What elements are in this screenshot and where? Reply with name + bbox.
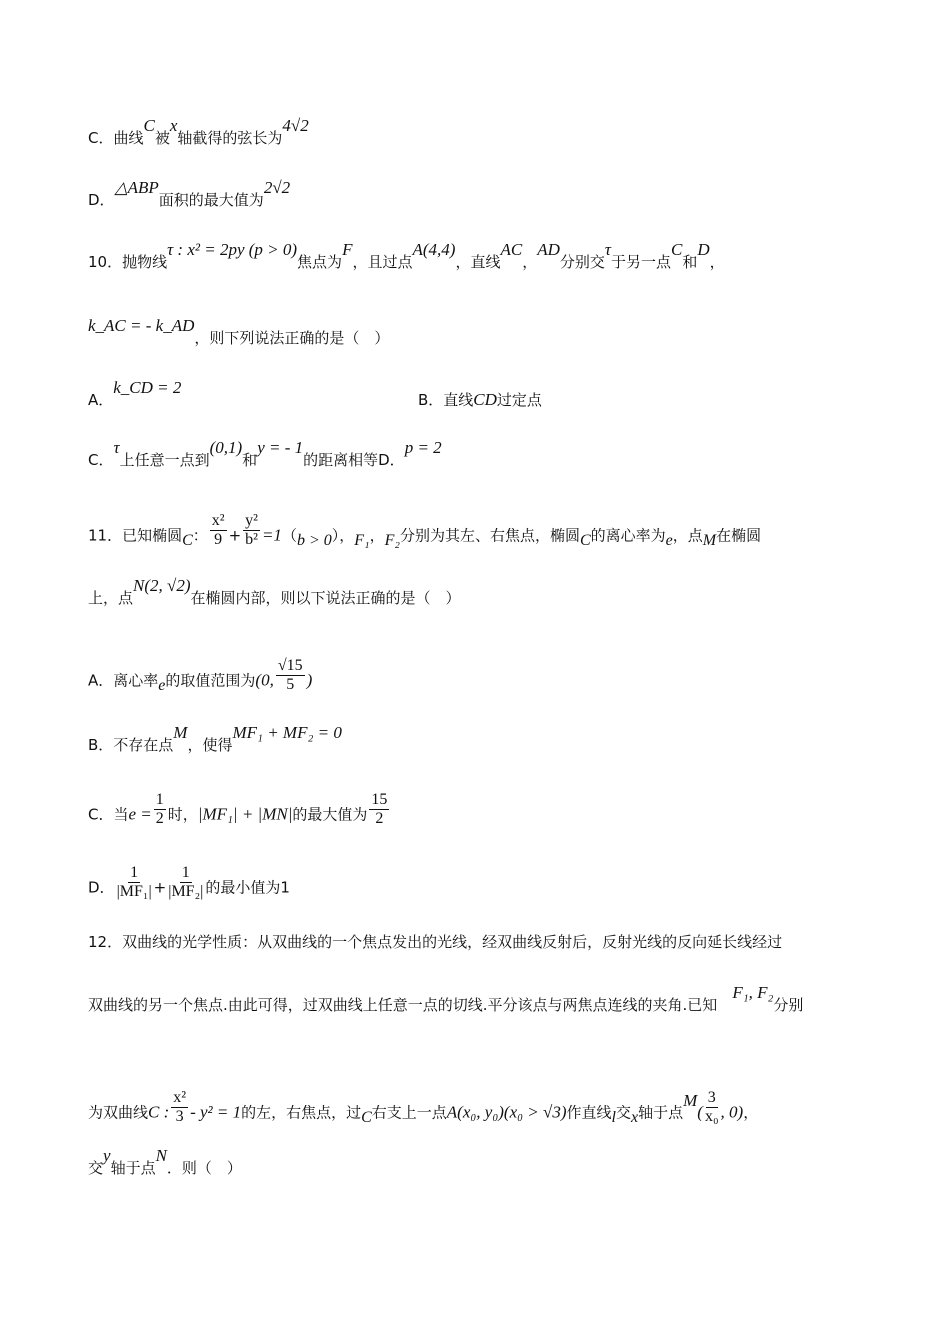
text-segment: 作直线 [566,1103,612,1122]
denominator: 5 [286,676,295,693]
math-expression: e [158,676,166,694]
text-segment: D． [88,191,115,209]
text-line [88,378,182,410]
text-segment: 交 [615,1103,631,1122]
math-expression: p = 2 [404,438,442,457]
math-expression: C [579,531,591,549]
text-segment: 的左，右焦点，过 [241,1103,362,1122]
text-segment: 分别 [773,996,804,1014]
text-segment: 分别为其左、右焦点，椭圆 [399,526,580,545]
text-segment: 面积的最大值为 [158,191,264,209]
numerator: 1 [130,864,139,881]
text-segment: 在椭圆内部，则以下说法正确的是（ ） [190,589,461,607]
text-line [88,178,291,210]
text-segment: ，点 [672,526,703,545]
text-segment: ， [709,253,725,271]
text-segment: 交 [88,1159,104,1177]
math-expression: F₁, F₂ [732,983,774,1002]
denominator: 2 [155,810,164,827]
text-segment: + [153,878,167,897]
text-line [88,316,390,348]
math-expression: y = - 1 [257,438,304,457]
denominator: |MF₂| [168,883,204,900]
math-expression: e = [128,804,152,824]
math-expression: M [683,1090,698,1110]
math-expression: 0, [261,670,274,690]
text-segment: ： [192,526,208,545]
math-expression: y [103,1146,111,1165]
math-expression: |MF₁| + |MN| [197,804,293,824]
text-segment: ，直线 [455,253,501,271]
math-expression: τ [604,240,611,259]
text-segment: C．当 [88,805,129,824]
math-expression: ( [697,1102,703,1122]
math-expression: F [342,240,353,259]
fraction [168,864,203,901]
denominator: b² [245,531,258,548]
numerator: 1 [155,791,164,808]
text-line [88,116,309,148]
math-expression: CD [473,390,497,409]
text-segment: 轴于点 [638,1103,684,1122]
numerator: x² [173,1089,187,1106]
math-expression: N [155,1146,167,1165]
math-expression: (0,1) [209,438,243,457]
math-expression: b > 0 [296,531,332,549]
text-segment: 在椭圆 [716,526,762,545]
text-line [88,240,725,272]
math-expression: AD [537,240,560,259]
math-expression: ( [255,670,262,690]
text-segment: 过定点 [496,391,542,409]
text-segment: （ [281,526,297,545]
text-segment: 为双曲线 [88,1103,149,1122]
denominator: |MF₁| [116,883,152,900]
math-expression: F₂ [384,531,400,549]
text-segment: 的最大值为 [292,805,368,824]
math-expression: M [702,531,717,549]
numerator: x² [211,512,225,529]
text-segment: ， [522,253,538,271]
text-segment: 被 [154,129,170,147]
math-expression: C [361,1108,372,1126]
math-expression: N(2, √2) [133,576,191,595]
math-expression: 4√2 [282,116,309,135]
text-segment: 于另一点 [610,253,671,271]
denominator: 2 [375,810,384,827]
denominator: 3 [175,1108,184,1125]
numerator: 1 [181,864,190,881]
math-expression: MF₁ + MF₂ = 0 [232,723,342,742]
fraction [243,512,260,549]
numerator: y² [245,512,258,529]
fraction [369,791,389,828]
fraction [276,657,305,694]
text-line [88,576,461,608]
text-segment: 轴于点 [110,1159,156,1177]
math-expression: F₁ [354,531,370,549]
text-line [88,864,290,907]
fraction [705,1089,719,1126]
math-expression: k_CD = 2 [113,378,182,397]
text-segment: A．离心率 [88,671,159,690]
text-segment: 双曲线的另一个焦点.由此可得，过双曲线上任意一点的切线.平分该点与两焦点连线的夹角.已知 [88,996,733,1014]
text-segment: ， [743,1103,759,1122]
text-segment: ）， [331,526,355,545]
math-expression: e [665,531,673,549]
text-line [418,390,542,410]
text-segment: 的取值范围为 [165,671,256,690]
math-expression: k_AC = - k_AD [88,316,195,335]
math-expression: M [173,723,188,742]
fraction [154,791,166,828]
denominator: 9 [214,531,223,548]
fraction [171,1089,188,1126]
text-segment: 和 [682,253,698,271]
math-expression: 2√2 [263,178,291,197]
text-segment: 上，点 [88,589,134,607]
text-segment: 的离心率为 [590,526,666,545]
text-segment: 上任意一点到 [119,451,210,469]
text-segment: D． [88,878,115,897]
text-line [88,791,391,834]
fraction [210,512,227,549]
text-segment: 11．已知椭圆 [88,526,183,545]
math-expression: C [143,116,155,135]
text-segment: 轴截得的弦长为 [177,129,283,147]
math-expression: △ABP [114,178,159,197]
text-line [88,723,342,755]
math-expression: l [611,1108,616,1126]
text-segment: 时， [167,805,198,824]
math-expression: ) [306,670,313,690]
text-segment: ，则下列说法正确的是（ ） [194,329,390,347]
text-line [88,1089,759,1132]
text-segment: B．直线 [418,391,474,409]
numerator: √15 [277,657,303,674]
text-segment: C． [88,451,114,469]
text-segment: C．曲线 [88,129,144,147]
text-segment: ， [369,526,385,545]
math-expression: C [182,531,193,549]
fraction [117,864,152,901]
text-segment: + [228,526,242,545]
math-expression: x [630,1108,639,1126]
numerator: 3 [707,1089,716,1106]
math-expression: τ : x² = 2py (p > 0) [167,240,298,259]
text-segment: ，使得 [187,736,233,754]
math-expression: =1 [261,525,282,545]
text-segment: 右支上一点 [371,1103,447,1122]
text-segment: 的距离相等D． [303,451,405,469]
text-line [88,512,762,555]
denominator: x₀ [704,1108,719,1125]
math-expression: D [697,240,710,259]
text-line [88,932,782,952]
text-segment: A． [88,391,114,409]
text-segment: B．不存在点 [88,736,174,754]
numerator: 15 [371,791,388,808]
text-segment: 12．双曲线的光学性质：从双曲线的一个焦点发出的光线，经双曲线反射后，反射光线的反向延长线经过 [88,933,783,951]
text-segment: 焦点为 [297,253,343,271]
math-expression: - y² = 1 [190,1102,242,1122]
text-segment: 的最小值为1 [205,878,290,897]
text-line [88,1146,242,1178]
math-expression: x [169,116,178,135]
text-line [88,983,804,1015]
math-expression: C [671,240,683,259]
text-line [88,657,313,700]
text-segment: ．则（ ） [166,1159,242,1177]
math-expression: C : [148,1102,170,1122]
math-expression: τ [113,438,120,457]
math-expression: AC [500,240,523,259]
text-segment: 和 [242,451,258,469]
text-segment: 10．抛物线 [88,253,168,271]
text-segment: 分别交 [559,253,605,271]
math-expression: A(x₀, y₀)(x₀ > √3) [446,1102,567,1122]
math-expression: , 0) [720,1102,744,1122]
text-line [88,438,442,470]
math-expression: A(4,4) [412,240,456,259]
text-segment: ，且过点 [352,253,413,271]
